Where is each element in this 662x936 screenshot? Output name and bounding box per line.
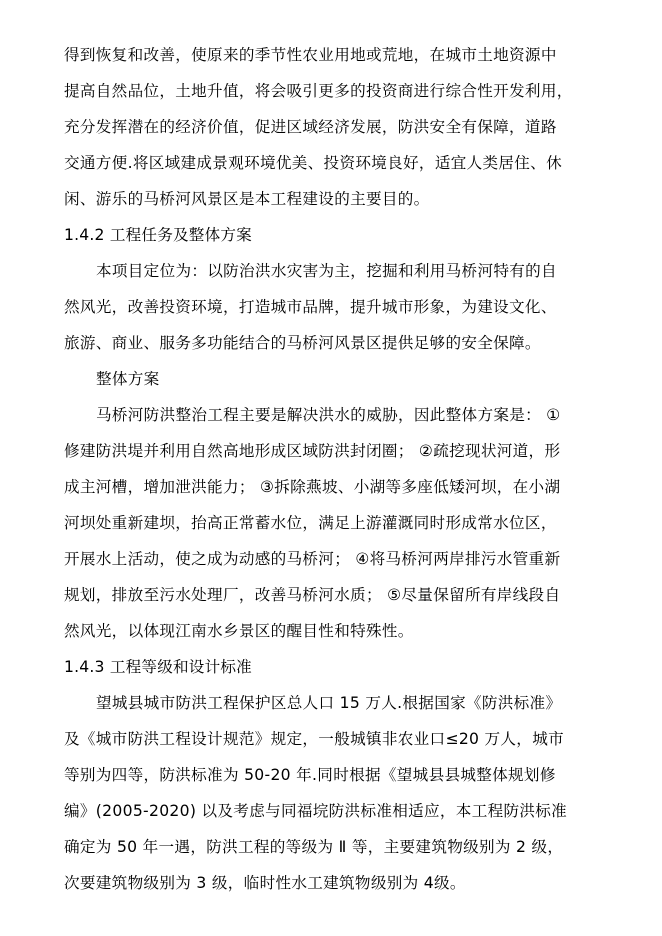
paragraph-line: 修建防洪堤并利用自然高地形成区域防洪封闭圈； ②疏挖现状河道，形: [64, 442, 561, 460]
paragraph-line: 充分发挥潜在的经济价值，促进区域经济发展，防洪安全有保障，道路: [64, 118, 557, 136]
paragraph-line: 然风光，以体现江南水乡景区的醒目性和特殊性。: [64, 622, 414, 640]
paragraph-line: 及《城市防洪工程设计规范》规定，一般城镇非农业口≤20 万人，城市: [64, 730, 564, 748]
paragraph-line: 然风光，改善投资环境，打造城市品牌，提升城市形象，为建设文化、: [64, 298, 557, 316]
paragraph-line: 交通方便.将区域建成景观环境优美、投资环境良好，适宜人类居住、休: [64, 154, 562, 172]
paragraph-line: 闲、游乐的马桥河风景区是本工程建设的主要目的。: [64, 190, 430, 208]
paragraph-line: 马桥河防洪整治工程主要是解决洪水的威胁，因此整体方案是： ①: [96, 406, 561, 424]
paragraph-line: 本项目定位为：以防治洪水灾害为主，挖掘和利用马桥河特有的自: [96, 262, 557, 280]
paragraph-line: 成主河槽，增加泄洪能力； ③拆除燕坡、小湖等多座低矮河坝，在小湖: [64, 478, 561, 496]
paragraph-line: 得到恢复和改善，使原来的季节性农业用地或荒地，在城市土地资源中: [64, 46, 557, 64]
paragraph-line: 提高自然品位，土地升值，将会吸引更多的投资商进行综合性开发利用，: [64, 82, 573, 100]
paragraph-line: 编》(2005-2020) 以及考虑与同福垸防洪标准相适应，本工程防洪标准: [64, 802, 568, 820]
paragraph-line: 等别为四等，防洪标准为 50-20 年.同时根据《望城县县城整体规划修: [64, 766, 556, 784]
paragraph-line: 次要建筑物级别为 3 级，临时性水工建筑物级别为 4级。: [64, 874, 466, 892]
paragraph-line: 开展水上活动，使之成为动感的马桥河； ④将马桥河两岸排污水管重新: [64, 550, 561, 568]
paragraph-line: 望城县城市防洪工程保护区总人口 15 万人.根据国家《防洪标准》: [96, 694, 562, 712]
paragraph-line: 确定为 50 年一遇，防洪工程的等级为 Ⅱ 等，主要建筑物级别为 2 级，: [64, 838, 564, 856]
section-heading-143: 1.4.3 工程等级和设计标准: [64, 658, 252, 676]
subheading-overall-plan: 整体方案: [96, 370, 160, 388]
paragraph-line: 旅游、商业、服务多功能结合的马桥河风景区提供足够的安全保障。: [64, 334, 541, 352]
paragraph-line: 规划，排放至污水处理厂，改善马桥河水质； ⑤尽量保留所有岸线段自: [64, 586, 561, 604]
section-heading-142: 1.4.2 工程任务及整体方案: [64, 226, 252, 244]
paragraph-line: 河坝处重新建坝，抬高正常蓄水位，满足上游灌溉同时形成常水位区，: [64, 514, 557, 532]
